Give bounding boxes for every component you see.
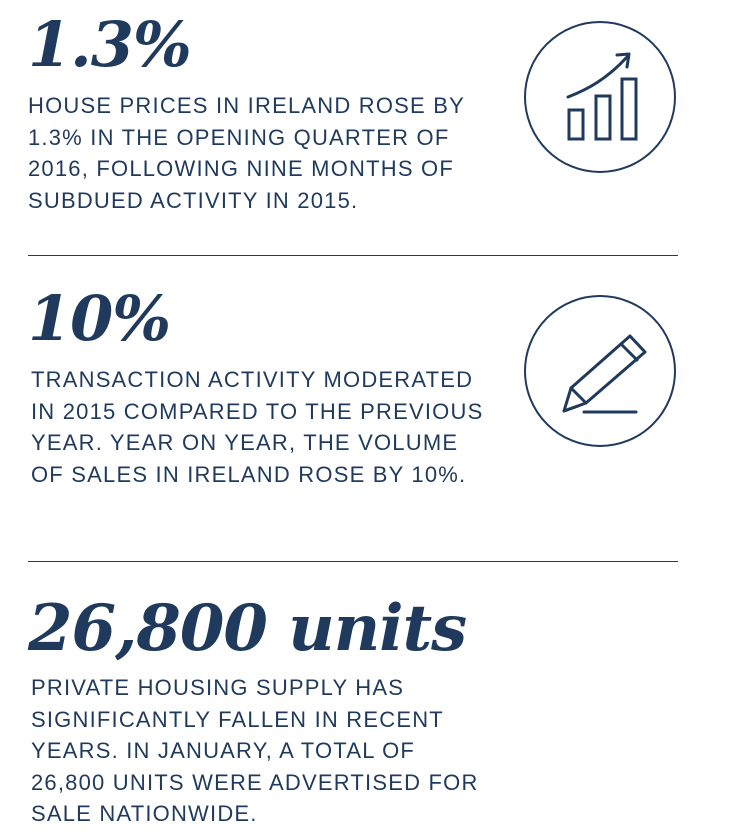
stat-description: TRANSACTION ACTIVITY MODERATED IN 2015 COMPARED TO THE PREVIOUS YEAR. YEAR ON YEAR, THE VOLUME OF SALES IN IRELAND ROSE BY 10%. [31, 367, 484, 487]
stat-figure: 26,800 units [28, 591, 467, 666]
bar-chart-growth-icon [524, 21, 676, 173]
stat-description: PRIVATE HOUSING SUPPLY HAS SIGNIFICANTLY FALLEN IN RECENT YEARS. IN JANUARY, A TOTAL OF 26,800 UNITS WERE ADVERTISED FOR SALE NATIONWIDE. [31, 675, 479, 826]
section-divider [28, 561, 678, 562]
stat-figure: 10% [28, 282, 171, 355]
section-divider [28, 255, 678, 256]
stat-description: HOUSE PRICES IN IRELAND ROSE BY 1.3% IN THE OPENING QUARTER OF 2016, FOLLOWING NINE MONTHS OF SUBDUED ACTIVITY IN 2015. [28, 93, 465, 213]
pencil-signature-icon [524, 295, 676, 447]
stat-figure: 1.3% [28, 8, 191, 81]
